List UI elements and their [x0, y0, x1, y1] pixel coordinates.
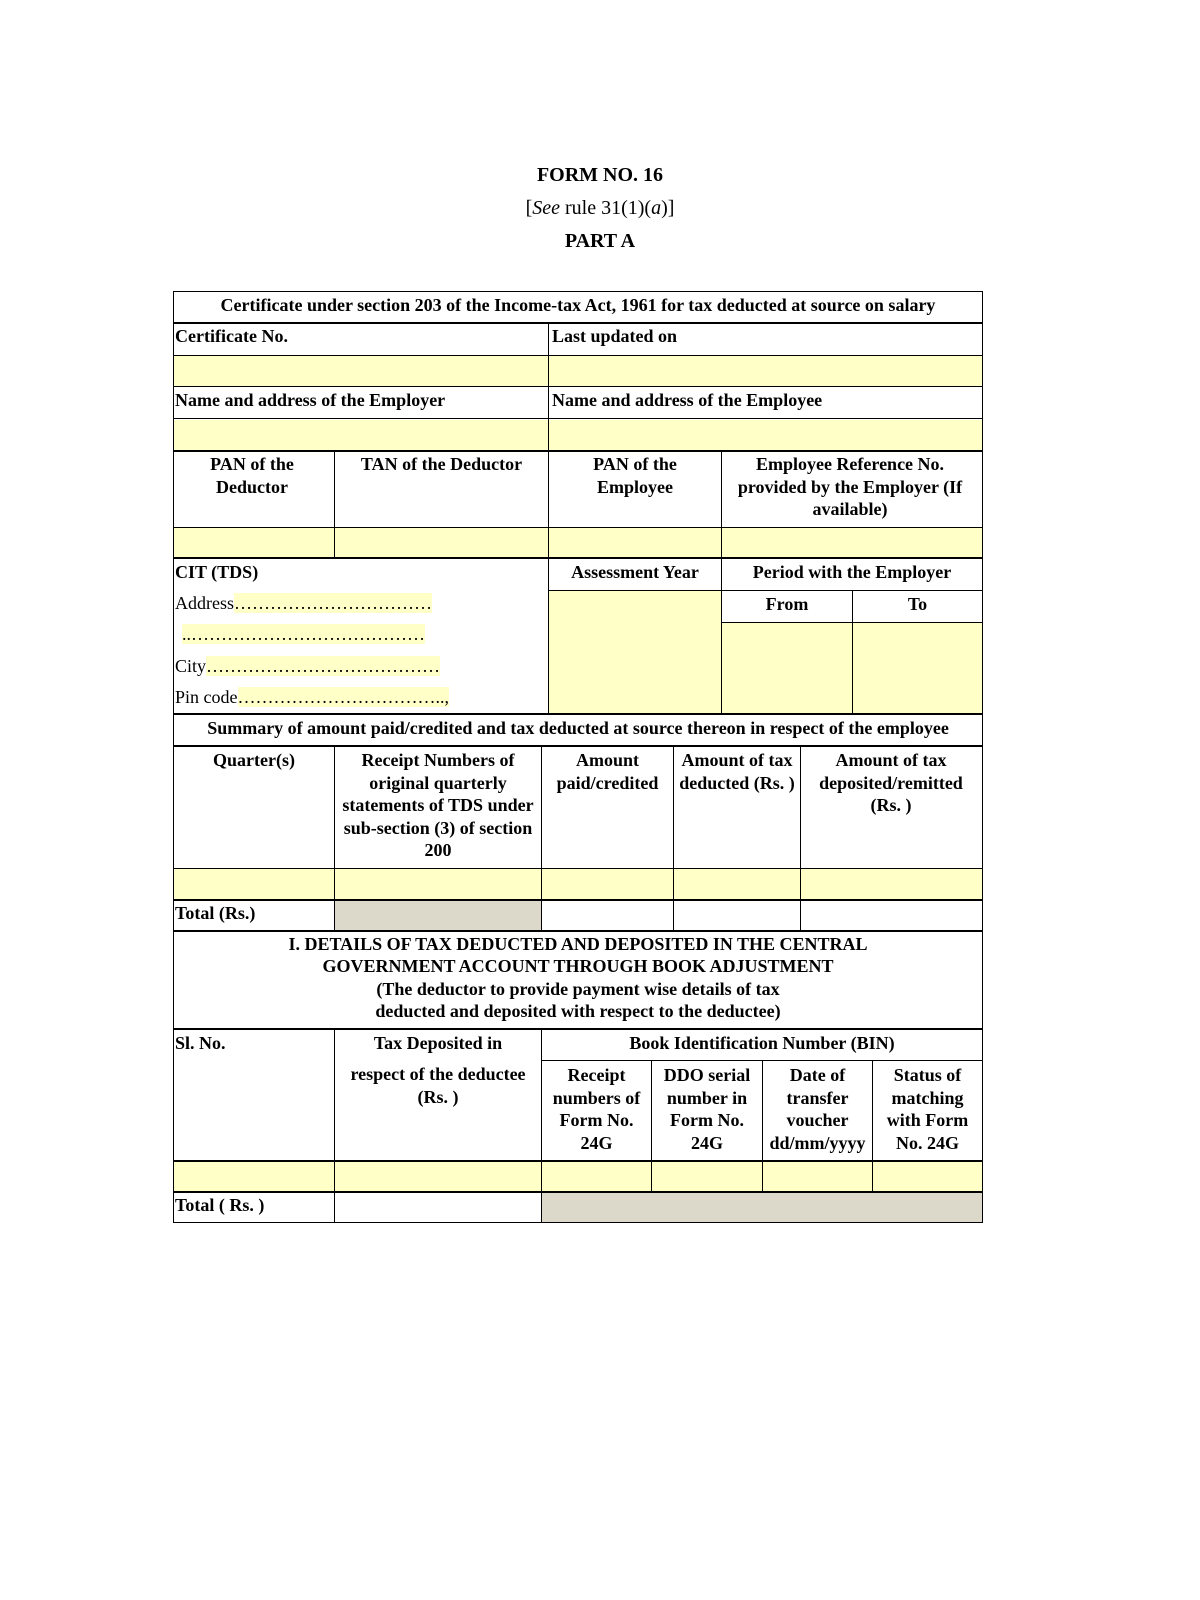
pan-deductor-field[interactable]	[174, 528, 334, 557]
total-receipt-shaded	[335, 901, 541, 930]
city-line: City…………………………………	[175, 656, 441, 676]
emp-ref-field[interactable]	[722, 528, 982, 557]
row-line	[173, 322, 983, 324]
employee-label: Name and address of the Employee	[552, 390, 823, 410]
form-title: FORM NO. 16	[536, 164, 664, 186]
row-line	[173, 1028, 983, 1030]
col-line	[548, 323, 549, 714]
col-line	[334, 1029, 335, 1223]
quarter-field[interactable]	[174, 869, 334, 899]
date-field[interactable]	[763, 1162, 872, 1191]
certificate-title: Certificate under section 203 of the Income-tax Act, 1961 for tax deducted at source on salary	[220, 295, 936, 315]
pan-employee-label: PAN of the Employee	[593, 454, 677, 497]
col-line	[721, 451, 722, 558]
employee-field[interactable]	[549, 420, 982, 450]
col-line	[334, 746, 335, 931]
tax-deposited-label: Amount of tax deposited/remitted (Rs. )	[819, 750, 963, 815]
section1-subtitle-1: (The deductor to provide payment wise details of tax	[376, 979, 780, 999]
bin-label: Book Identification Number (BIN)	[629, 1033, 895, 1053]
from-field[interactable]	[722, 623, 852, 713]
ddo-label: DDO serial number in Form No. 24G	[663, 1065, 751, 1153]
row-line	[173, 557, 983, 559]
respect-of-deductee-label: respect of the deductee (Rs. )	[350, 1064, 526, 1107]
tax-deducted-field[interactable]	[674, 869, 800, 899]
tax-deducted-label: Amount of tax deducted (Rs. )	[679, 750, 795, 793]
sl-no-field[interactable]	[174, 1162, 334, 1191]
receipt-24g-field[interactable]	[542, 1162, 651, 1191]
table-border	[173, 291, 983, 292]
address-dots[interactable]: ……………………………	[234, 593, 432, 613]
col-line	[541, 1029, 542, 1223]
receipt-field[interactable]	[335, 869, 541, 899]
certificate-no-field[interactable]	[174, 356, 548, 386]
employer-field[interactable]	[174, 420, 548, 450]
summary-total-label: Total (Rs.)	[175, 903, 256, 923]
cit-label: CIT (TDS)	[175, 562, 259, 582]
row-line	[173, 1160, 983, 1162]
receipt-label: Receipt Numbers of original quarterly statements of TDS under sub-section (3) of section 200	[342, 750, 534, 860]
tan-deductor-field[interactable]	[335, 528, 548, 557]
employer-label: Name and address of the Employer	[175, 390, 446, 410]
to-label: To	[907, 594, 928, 614]
last-updated-label: Last updated on	[552, 326, 678, 346]
row-line	[173, 899, 983, 901]
quarters-label: Quarter(s)	[213, 750, 295, 770]
certificate-no-label: Certificate No.	[175, 326, 288, 346]
row-line	[173, 868, 983, 869]
row-line	[173, 745, 983, 747]
col-line	[541, 746, 542, 931]
tax-deposited-in-label: Tax Deposited in	[373, 1033, 503, 1053]
section1-total-label: Total ( Rs. )	[175, 1195, 265, 1215]
period-label: Period with the Employer	[752, 562, 952, 582]
receipt-24g-label: Receipt numbers of Form No. 24G	[552, 1065, 641, 1153]
summary-title: Summary of amount paid/credited and tax deducted at source thereon in respect of the employee	[207, 718, 949, 738]
ddo-field[interactable]	[652, 1162, 762, 1191]
row-line	[173, 386, 983, 387]
assessment-year-field[interactable]	[549, 591, 721, 713]
rule-reference: [See rule 31(1)(a)]	[525, 197, 675, 219]
row-line	[173, 355, 983, 356]
part-title: PART A	[564, 230, 636, 252]
row-line	[173, 930, 983, 932]
row-line	[173, 713, 983, 715]
to-field[interactable]	[853, 623, 982, 713]
row-line	[173, 527, 983, 528]
amount-paid-field[interactable]	[542, 869, 673, 899]
col-line	[872, 1061, 873, 1193]
pin-dots[interactable]: ……………………………..,	[237, 687, 449, 707]
table-border	[173, 1222, 983, 1223]
tax-deposited-deductee-field[interactable]	[335, 1162, 541, 1191]
assessment-year-label: Assessment Year	[571, 562, 699, 582]
row-line	[173, 1191, 983, 1193]
sl-no-label: Sl. No.	[175, 1033, 226, 1053]
status-field[interactable]	[873, 1162, 982, 1191]
from-label: From	[765, 594, 809, 614]
address-line: Address……………………………	[175, 593, 432, 613]
pan-deductor-label: PAN of the Deductor	[210, 454, 294, 497]
amount-paid-label: Amount paid/credited	[556, 750, 659, 793]
section1-subtitle-2: deducted and deposited with respect to the deductee)	[375, 1001, 781, 1021]
section1-title-2: GOVERNMENT ACCOUNT THROUGH BOOK ADJUSTMENT	[322, 956, 834, 976]
address-line-2[interactable]: ..…………………………………	[182, 624, 425, 644]
city-dots[interactable]: …………………………………	[206, 656, 441, 676]
date-label: Date of transfer voucher dd/mm/yyyy	[769, 1065, 866, 1153]
col-line	[651, 1061, 652, 1193]
pin-line: Pin code……………………………..,	[175, 687, 449, 707]
emp-ref-label: Employee Reference No. provided by the Employer (If available)	[737, 454, 963, 519]
tan-deductor-label: TAN of the Deductor	[360, 454, 523, 474]
status-label: Status of matching with Form No. 24G	[886, 1065, 969, 1153]
col-line	[800, 746, 801, 931]
tax-deposited-field[interactable]	[801, 869, 982, 899]
row-line	[548, 590, 983, 591]
row-line	[173, 418, 983, 419]
pan-employee-field[interactable]	[549, 528, 721, 557]
total-bin-shaded	[542, 1193, 982, 1222]
row-line	[173, 450, 983, 452]
last-updated-field[interactable]	[549, 356, 982, 386]
table-border	[982, 291, 983, 1223]
section1-title-1: I. DETAILS OF TAX DEDUCTED AND DEPOSITED IN THE CENTRAL	[288, 934, 868, 954]
